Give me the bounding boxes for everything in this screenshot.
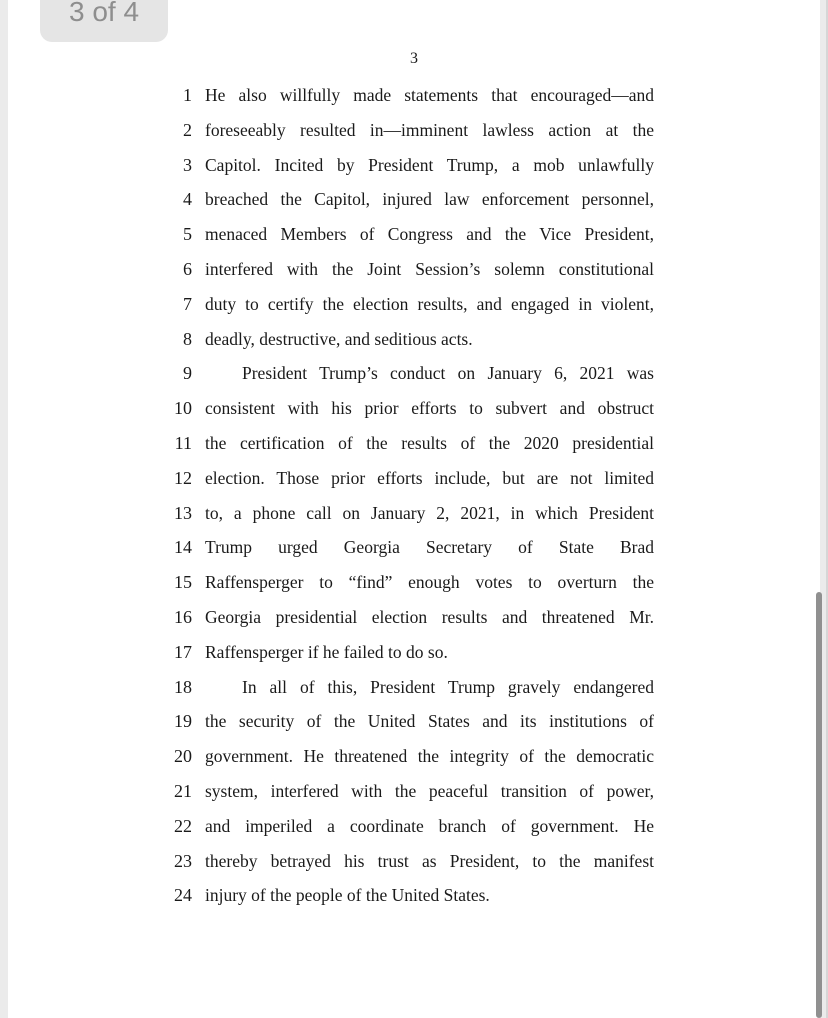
line-number: 3 bbox=[183, 154, 192, 175]
line-text: to, a phone call on January 2, 2021, in which President bbox=[205, 502, 654, 523]
document-line bbox=[0, 676, 828, 698]
document-line bbox=[0, 223, 828, 245]
line-number: 2 bbox=[183, 119, 192, 140]
line-text: election. Those prior efforts include, but are not limited bbox=[205, 467, 654, 488]
line-text: the security of the United States and its institutions of bbox=[205, 711, 654, 732]
document-line bbox=[0, 850, 828, 872]
line-number: 14 bbox=[174, 537, 192, 558]
line-text: Georgia presidential election results and threatened Mr. bbox=[205, 607, 654, 627]
document-line bbox=[0, 154, 828, 176]
document-line bbox=[0, 397, 828, 419]
line-number: 23 bbox=[174, 850, 192, 871]
line-text: Trump urged Georgia Secretary of State Brad bbox=[205, 537, 654, 558]
line-text: President Trump’s conduct on January 6, 2021 was bbox=[242, 363, 654, 384]
line-number: 9 bbox=[183, 363, 192, 384]
line-text: In all of this, President Trump gravely endangered bbox=[242, 676, 654, 697]
document-line bbox=[0, 432, 828, 454]
document-line bbox=[0, 884, 828, 906]
document-line bbox=[0, 467, 828, 489]
line-text: consistent with his prior efforts to subvert and obstruct bbox=[205, 398, 654, 419]
line-text: and imperiled a coordinate branch of government. He bbox=[205, 815, 654, 836]
line-number: 5 bbox=[183, 224, 192, 245]
line-number: 11 bbox=[174, 433, 192, 453]
line-number: 13 bbox=[174, 502, 192, 523]
line-number: 24 bbox=[174, 885, 192, 906]
line-text: thereby betrayed his trust as President, to the manifest bbox=[205, 850, 654, 871]
document-line bbox=[0, 536, 828, 558]
line-text: interfered with the Joint Session’s solemn constitutional bbox=[205, 259, 654, 279]
document-line bbox=[0, 502, 828, 524]
line-text: the certification of the results of the 2020 presidential bbox=[205, 433, 654, 453]
document-line bbox=[0, 606, 828, 628]
document-line bbox=[0, 641, 828, 663]
line-number: 18 bbox=[174, 676, 192, 697]
scrollbar-thumb[interactable] bbox=[816, 592, 822, 1018]
document-line bbox=[0, 745, 828, 767]
line-number: 19 bbox=[174, 711, 192, 732]
document-line bbox=[0, 293, 828, 315]
line-number: 21 bbox=[174, 781, 192, 801]
line-text: duty to certify the election results, and engaged in violent, bbox=[205, 293, 654, 314]
document-line bbox=[0, 188, 828, 210]
line-number: 4 bbox=[183, 189, 192, 210]
line-text: Raffensperger to “find” enough votes to overturn the bbox=[205, 572, 654, 593]
document-line bbox=[0, 710, 828, 732]
line-text: injury of the people of the United States. bbox=[205, 885, 490, 906]
line-number: 7 bbox=[183, 293, 192, 314]
line-number: 16 bbox=[174, 607, 192, 627]
document-line bbox=[0, 258, 828, 280]
line-number: 6 bbox=[183, 259, 192, 279]
line-number: 10 bbox=[174, 398, 192, 419]
line-number: 20 bbox=[174, 746, 192, 767]
line-text: government. He threatened the integrity of the democratic bbox=[205, 746, 654, 767]
document-line bbox=[0, 815, 828, 837]
line-number: 22 bbox=[174, 815, 192, 836]
line-text: Capitol. Incited by President Trump, a mob unlawfully bbox=[205, 154, 654, 175]
line-text: He also willfully made statements that encouraged—and bbox=[205, 85, 654, 105]
line-text: Raffensperger if he failed to do so. bbox=[205, 641, 448, 662]
document-line bbox=[0, 328, 828, 350]
line-text: deadly, destructive, and seditious acts. bbox=[205, 328, 473, 349]
line-text: menaced Members of Congress and the Vice President, bbox=[205, 224, 654, 245]
line-text: breached the Capitol, injured law enforcement personnel, bbox=[205, 189, 654, 210]
page-number: 3 bbox=[410, 50, 418, 67]
document-line bbox=[0, 119, 828, 141]
page-indicator bbox=[40, 0, 168, 42]
line-number: 12 bbox=[174, 467, 192, 488]
line-text: system, interfered with the peaceful transition of power, bbox=[205, 781, 654, 801]
page-indicator-label: 3 of 4 bbox=[68, 0, 140, 27]
document-line bbox=[0, 780, 828, 802]
line-text: foreseeably resulted in—imminent lawless action at the bbox=[205, 119, 654, 140]
document-line bbox=[0, 571, 828, 593]
line-number: 1 bbox=[183, 85, 192, 105]
document-line bbox=[0, 362, 828, 384]
line-number: 8 bbox=[183, 328, 192, 349]
document-line bbox=[0, 84, 828, 106]
line-number: 17 bbox=[174, 641, 192, 662]
line-number: 15 bbox=[174, 572, 192, 593]
